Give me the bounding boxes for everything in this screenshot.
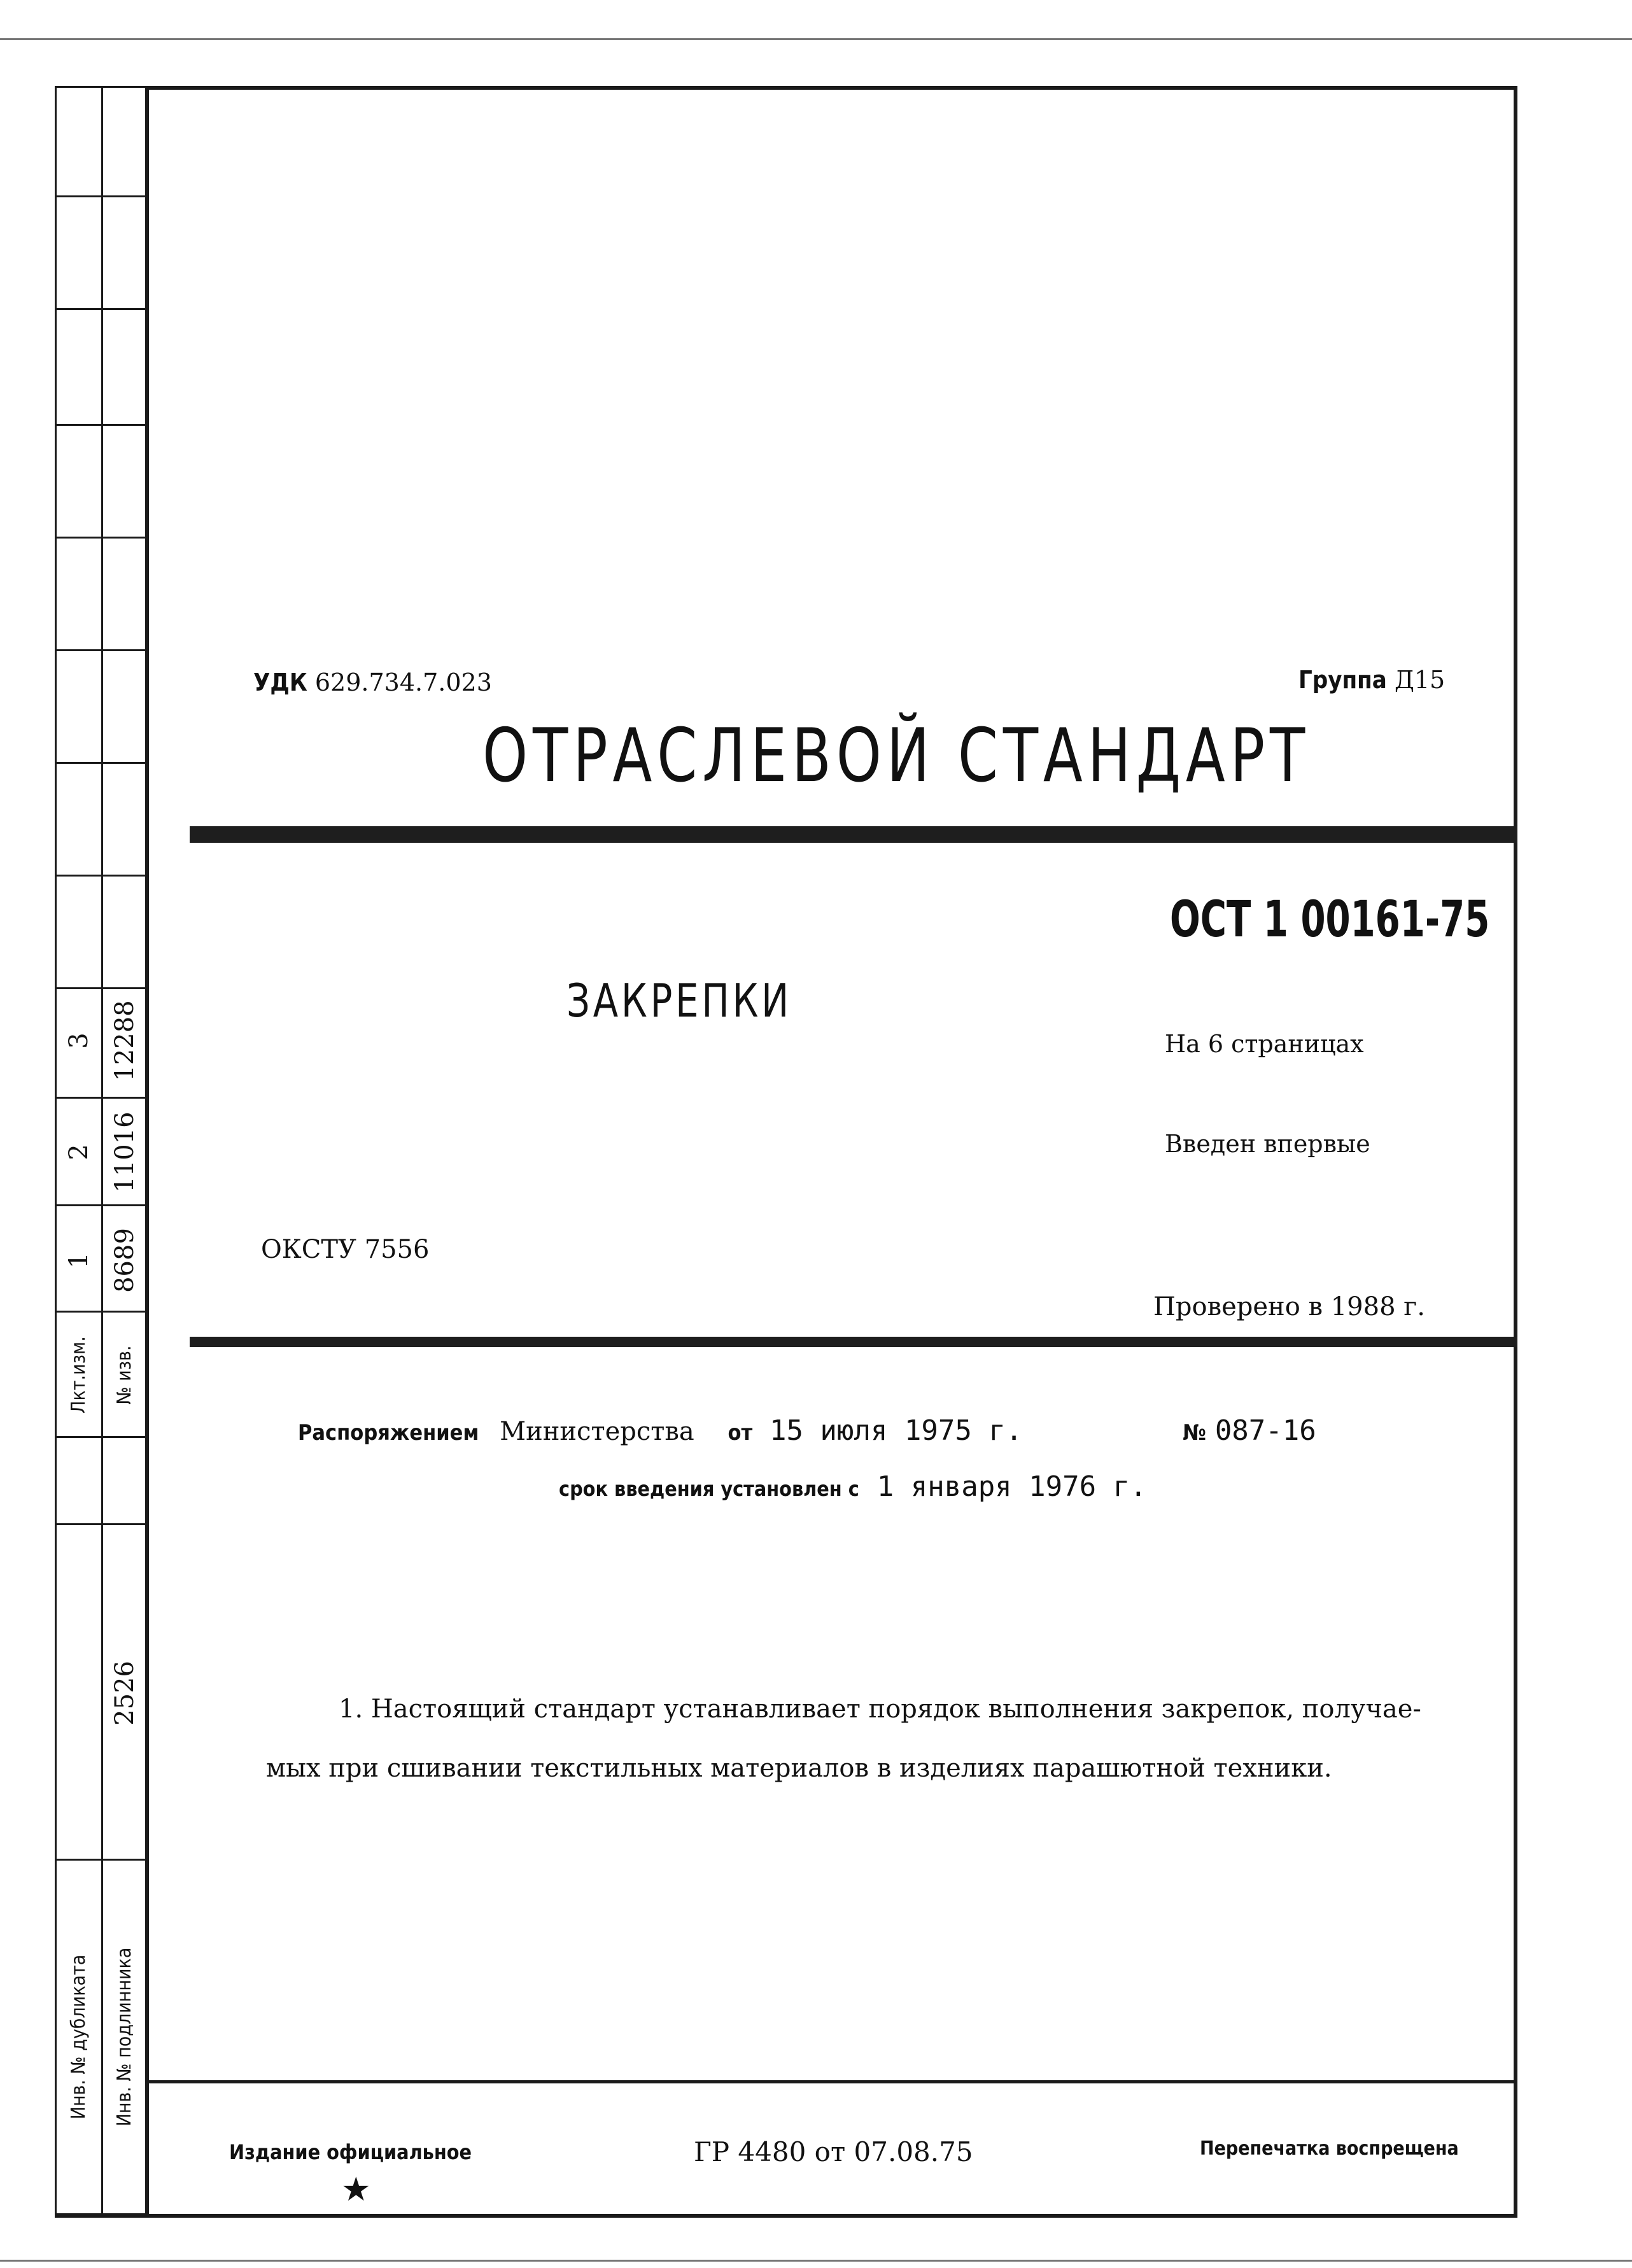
footer-rule bbox=[145, 2080, 1517, 2083]
frame-right bbox=[1514, 86, 1517, 2217]
registration-number: ГР 4480 от 07.08.75 bbox=[694, 2136, 973, 2167]
frame-top bbox=[145, 86, 1517, 90]
standard-subject: ЗАКРЕПКИ bbox=[566, 974, 792, 1027]
inventory-number: 2526 bbox=[110, 1661, 139, 1726]
order-number-line bbox=[1183, 1414, 1316, 1447]
row-label-notice: № изв. bbox=[113, 1345, 136, 1405]
change-col-1: 1 bbox=[64, 1252, 94, 1269]
order-by-label: Распоряжением bbox=[298, 1420, 479, 1446]
strip-cell bbox=[55, 86, 103, 197]
frame-bottom bbox=[55, 2214, 1517, 2218]
udk-label: УДК bbox=[253, 668, 307, 696]
strip-cell bbox=[55, 1523, 103, 1861]
paragraph-line-1: 1. Настоящий стандарт устанавливает порядок выполнения закрепок, получае- bbox=[339, 1694, 1421, 1724]
strip-cell bbox=[55, 875, 103, 989]
group-line bbox=[1298, 666, 1445, 694]
strip-cell bbox=[55, 1436, 103, 1525]
change-doc-1: 8689 bbox=[110, 1228, 139, 1293]
order-authority: Министерства bbox=[500, 1417, 694, 1446]
term-date: 1 января 1976 г. bbox=[876, 1470, 1147, 1503]
change-col-3: 3 bbox=[64, 1032, 94, 1049]
change-col-2: 2 bbox=[64, 1144, 94, 1160]
original-inventory-label: Инв. № подлинника bbox=[113, 1947, 136, 2127]
scan-edge-top bbox=[0, 38, 1632, 40]
checked-note: Проверено в 1988 г. bbox=[1153, 1292, 1425, 1321]
row-label-change: Лкт.изм. bbox=[67, 1336, 90, 1414]
page-count: На 6 страницах bbox=[1165, 1030, 1364, 1058]
group-label: Группа bbox=[1298, 666, 1387, 694]
strip-cell bbox=[55, 762, 103, 877]
change-doc-3: 12288 bbox=[110, 1000, 139, 1081]
strip-cell bbox=[55, 424, 103, 539]
strip-cell bbox=[101, 875, 147, 989]
details-rule bbox=[190, 1337, 1517, 1347]
title-rule bbox=[190, 826, 1517, 843]
order-number-label: № bbox=[1183, 1420, 1206, 1446]
strip-cell bbox=[55, 195, 103, 310]
strip-cell bbox=[101, 1436, 147, 1525]
order-number: 087-16 bbox=[1214, 1414, 1316, 1447]
scan-edge-bottom bbox=[0, 2260, 1632, 2262]
strip-cell bbox=[101, 424, 147, 539]
paragraph-line-2: мых при сшивании текстильных материалов в изделиях парашютной техники. bbox=[266, 1754, 1332, 1783]
strip-cell bbox=[101, 86, 147, 197]
group-value: Д15 bbox=[1394, 666, 1446, 694]
star-icon: ★ bbox=[341, 2171, 371, 2209]
order-line bbox=[298, 1414, 1022, 1447]
strip-cell bbox=[101, 195, 147, 310]
change-doc-2: 11016 bbox=[110, 1111, 139, 1193]
strip-cell bbox=[101, 762, 147, 877]
strip-cell bbox=[101, 649, 147, 764]
strip-cell bbox=[101, 537, 147, 651]
oksty-code: ОКСТУ 7556 bbox=[261, 1235, 430, 1264]
strip-cell bbox=[55, 308, 103, 426]
reprint-notice: Перепечатка воспрещена bbox=[1200, 2138, 1459, 2160]
term-line bbox=[559, 1470, 1147, 1503]
duplicate-inventory-label: Инв. № дубликата bbox=[67, 1954, 90, 2120]
udk-line bbox=[253, 668, 492, 696]
order-from-label: от bbox=[728, 1420, 753, 1446]
order-date: 15 июля 1975 г. bbox=[769, 1414, 1023, 1447]
page-title: ОТРАСЛЕВОЙ СТАНДАРТ bbox=[482, 713, 1311, 799]
edition-label: Издание официальное bbox=[229, 2140, 472, 2164]
strip-cell bbox=[55, 537, 103, 651]
strip-cell bbox=[55, 649, 103, 764]
introduced-note: Введен впервые bbox=[1165, 1130, 1370, 1158]
strip-cell bbox=[101, 308, 147, 426]
standard-designation: ОСТ 1 00161-75 bbox=[1170, 891, 1490, 948]
udk-value: 629.734.7.023 bbox=[314, 668, 492, 696]
term-label: срок введения установлен с bbox=[559, 1477, 859, 1501]
